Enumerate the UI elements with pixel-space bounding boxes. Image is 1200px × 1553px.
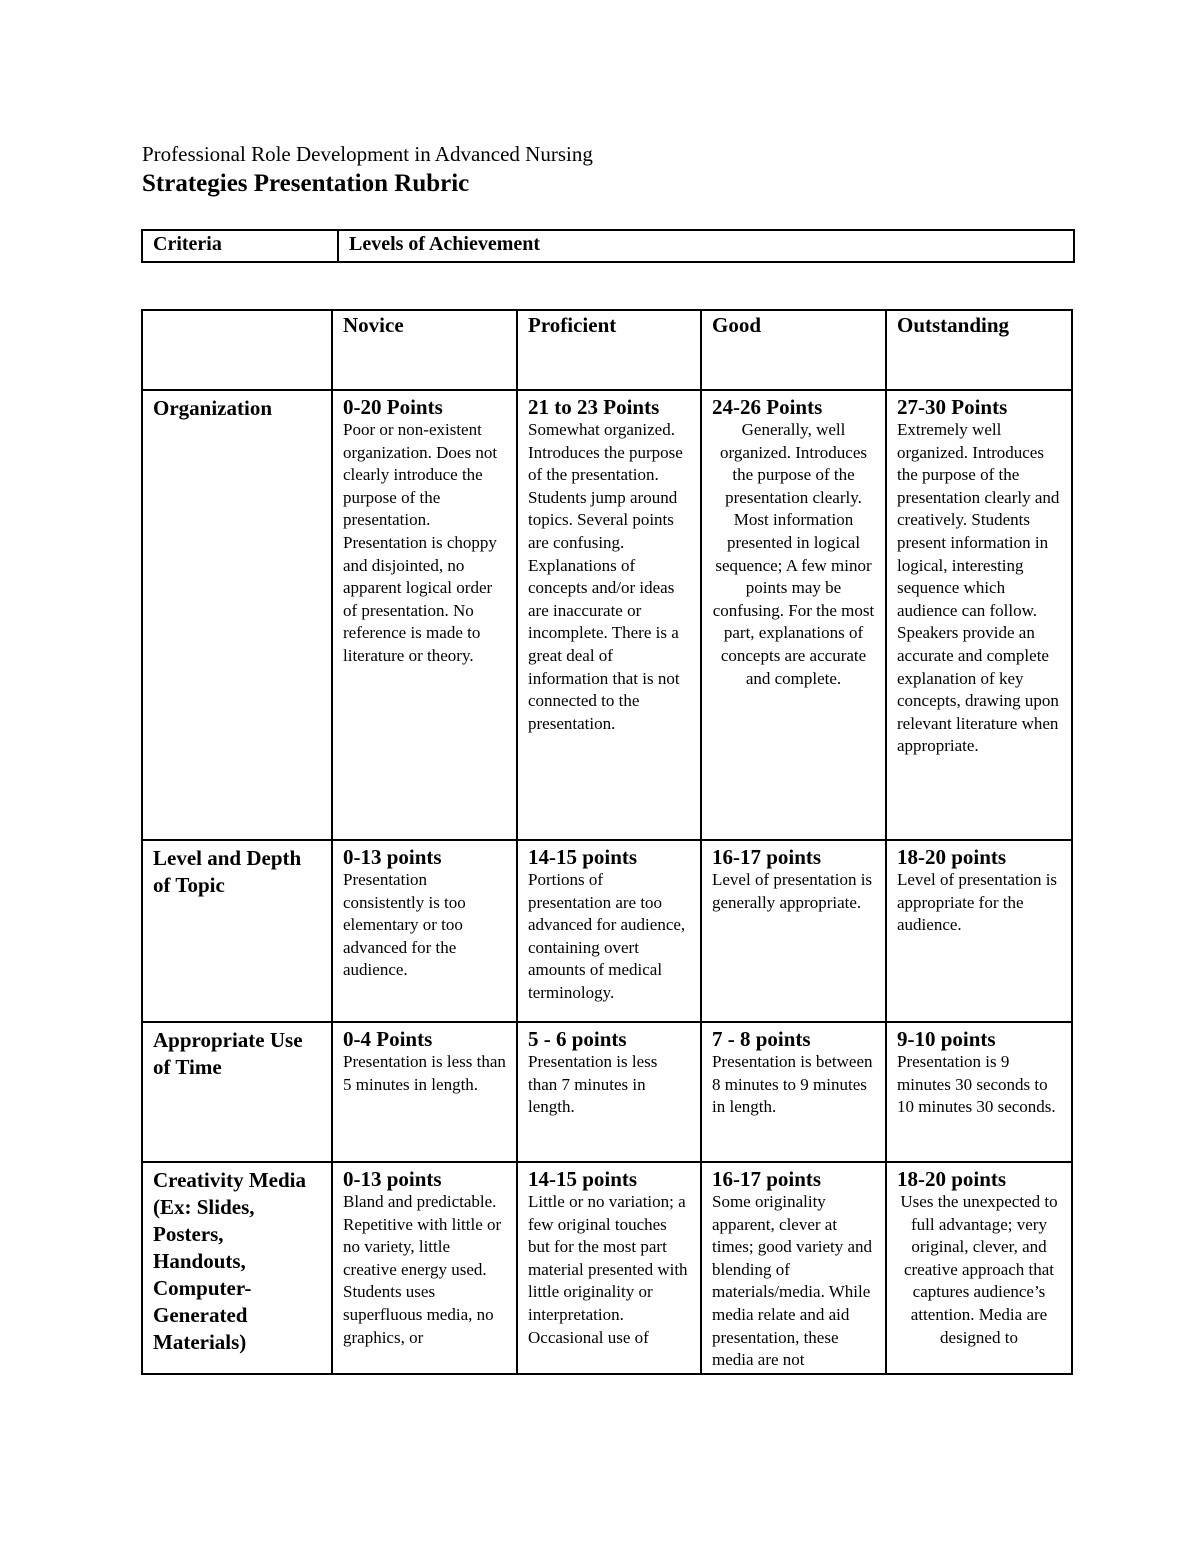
table-row-creativity-media xyxy=(142,1162,1072,1374)
cell-description: Presentation is less than 5 minutes in length. xyxy=(343,1052,506,1094)
points-range: 9-10 points xyxy=(897,1027,996,1051)
cell-description: Generally, well organized. Introduces the purpose of the presentation clearly. Most information presented in logical sequence; A few minor points may be confusing. For the most part, explanations of concepts are accurate and complete. xyxy=(712,420,875,688)
cell-depth-good xyxy=(701,840,886,1022)
cell-organization-good xyxy=(701,390,886,840)
table-row-use-of-time xyxy=(142,1022,1072,1162)
cell-description: Presentation is less than 7 minutes in length. xyxy=(528,1052,658,1117)
points-range: 5 - 6 points xyxy=(528,1027,627,1051)
table-row-organization xyxy=(142,390,1072,840)
level-good: Good xyxy=(701,310,886,390)
criteria-label: Criteria xyxy=(142,230,338,262)
level-proficient: Proficient xyxy=(517,310,701,390)
criterion-organization: Organization xyxy=(142,390,332,840)
points-range: 0-20 Points xyxy=(343,395,443,419)
points-range: 14-15 points xyxy=(528,845,638,869)
cell-depth-proficient xyxy=(517,840,701,1022)
criterion-level-and-depth: Level and Depth of Topic xyxy=(142,840,332,1022)
cell-organization-proficient xyxy=(517,390,701,840)
points-range: 16-17 points xyxy=(712,845,822,869)
points-range: 7 - 8 points xyxy=(712,1027,811,1051)
points-range: 18-20 points xyxy=(897,845,1007,869)
cell-description: Bland and predictable. Repetitive with little or no variety, little creative energy used. Students uses superfluous media, no graphics, or xyxy=(343,1192,502,1347)
points-range: 14-15 points xyxy=(528,1167,638,1191)
cell-description: Extremely well organized. Introduces the purpose of the presentation clearly and creatively. Students present information in logical, interesting sequence which audience can follow. Speakers provide an accurate and complete explanation of key concepts, drawing upon relevant literature when appropriate. xyxy=(897,420,1060,756)
criterion-use-of-time: Appropriate Use of Time xyxy=(142,1022,332,1162)
cell-description: Presentation consistently is too elementary or too advanced for the audience. xyxy=(343,870,466,980)
criteria-header-table xyxy=(141,229,1075,263)
cell-time-outstanding xyxy=(886,1022,1072,1162)
course-name: Professional Role Development in Advanced Nursing xyxy=(142,142,593,166)
cell-description: Uses the unexpected to full advantage; very original, clever, and creative approach that captures audience’s attention. Media are designed to xyxy=(900,1192,1058,1347)
cell-creativity-proficient xyxy=(517,1162,701,1374)
empty-corner-cell xyxy=(142,310,332,390)
cell-depth-novice xyxy=(332,840,517,1022)
cell-creativity-good xyxy=(701,1162,886,1374)
cell-time-proficient xyxy=(517,1022,701,1162)
cell-time-good xyxy=(701,1022,886,1162)
cell-creativity-outstanding xyxy=(886,1162,1072,1374)
cell-description: Portions of presentation are too advanced for audience, containing overt amounts of medical terminology. xyxy=(528,870,686,1002)
points-range: 24-26 Points xyxy=(712,395,823,419)
level-novice: Novice xyxy=(332,310,517,390)
cell-description: Poor or non-existent organization. Does not clearly introduce the purpose of the presentation. Presentation is choppy and disjointed, no apparent logical order of presentation. No reference is made to literature or theory. xyxy=(343,420,498,665)
cell-depth-outstanding xyxy=(886,840,1072,1022)
points-range: 18-20 points xyxy=(897,1167,1007,1191)
points-range: 0-13 points xyxy=(343,1167,442,1191)
points-range: 0-13 points xyxy=(343,845,442,869)
points-range: 0-4 Points xyxy=(343,1027,433,1051)
cell-description: Level of presentation is appropriate for the audience. xyxy=(897,870,1058,935)
cell-description: Somewhat organized. Introduces the purpose of the presentation. Students jump around topics. Several points are confusing. Explanations of concepts and/or ideas are inaccurate or incomplete. There is a great deal of information that is not connected to the presentation. xyxy=(528,420,683,733)
cell-description: Little or no variation; a few original touches but for the most part material presented with little originality or interpretation. Occasional use of xyxy=(528,1192,688,1347)
level-outstanding: Outstanding xyxy=(886,310,1072,390)
cell-description: Some originality apparent, clever at times; good variety and blending of materials/media. While media relate and aid presentation, these media are not xyxy=(712,1192,873,1370)
points-range: 16-17 points xyxy=(712,1167,822,1191)
points-range: 27-30 Points xyxy=(897,395,1008,419)
levels-of-achievement-label: Levels of Achievement xyxy=(338,230,1074,262)
table-row-level-and-depth xyxy=(142,840,1072,1022)
cell-organization-outstanding xyxy=(886,390,1072,840)
cell-organization-novice xyxy=(332,390,517,840)
cell-creativity-novice xyxy=(332,1162,517,1374)
criteria-header-row xyxy=(142,230,1074,262)
cell-description: Level of presentation is generally appropriate. xyxy=(712,870,873,912)
cell-description: Presentation is between 8 minutes to 9 minutes in length. xyxy=(712,1052,873,1117)
points-range: 21 to 23 Points xyxy=(528,395,660,419)
cell-time-novice xyxy=(332,1022,517,1162)
rubric-table xyxy=(141,309,1073,1375)
rubric-title: Strategies Presentation Rubric xyxy=(142,170,470,197)
criterion-creativity-media: Creativity Media (Ex: Slides, Posters, Handouts, Computer-Generated Materials) xyxy=(142,1162,332,1374)
levels-row xyxy=(142,310,1072,390)
cell-description: Presentation is 9 minutes 30 seconds to 10 minutes 30 seconds. xyxy=(897,1052,1056,1117)
